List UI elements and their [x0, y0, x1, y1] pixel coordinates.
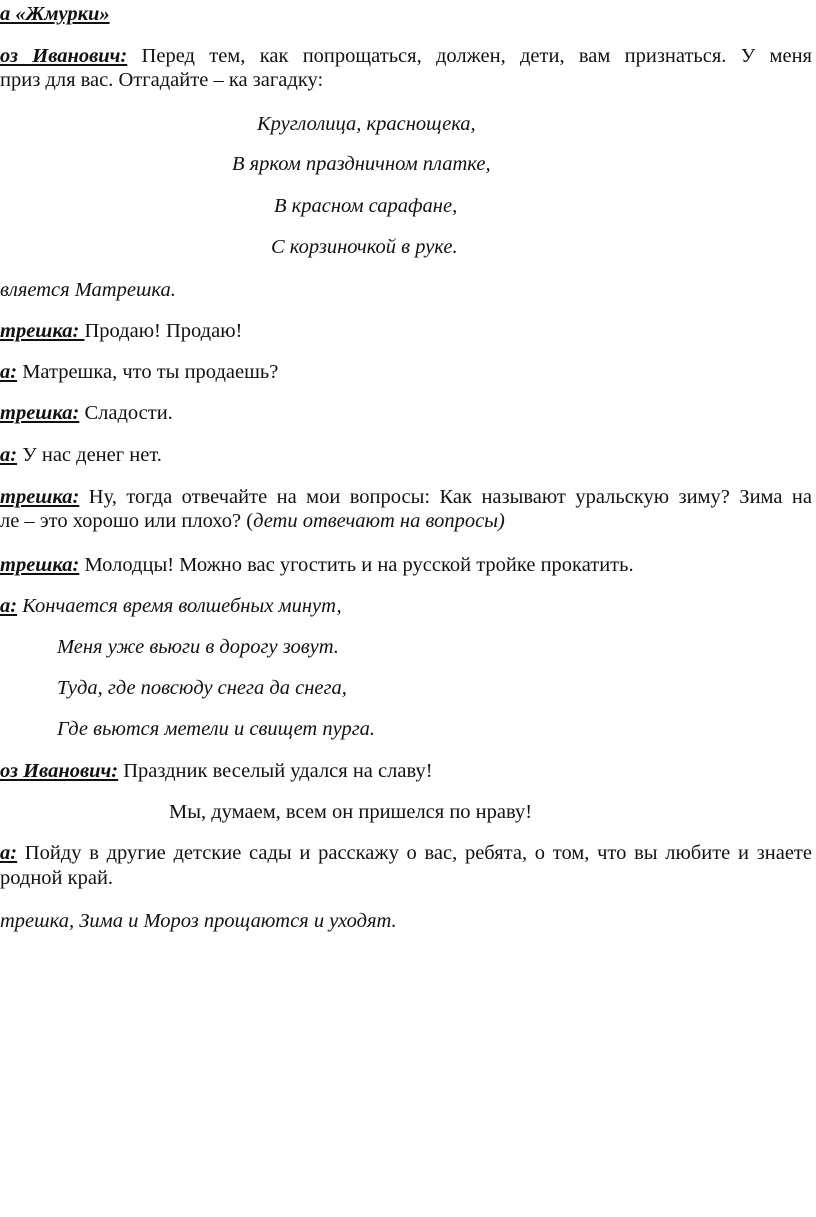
- paragraph: [0, 443, 162, 467]
- line-text: Сладости.: [79, 402, 173, 424]
- paragraph: [0, 553, 634, 577]
- paragraph: [0, 360, 278, 384]
- paragraph: [0, 509, 505, 533]
- line-text: Пойду в другие детские сады и расскажу о вас, ребята, о том, что вы любите и знаете: [17, 842, 812, 864]
- stage-note: дети отвечают на вопросы): [253, 510, 505, 532]
- speaker: трешка:: [0, 486, 80, 508]
- poem-line: Туда, где повсюду снега да снега,: [57, 677, 347, 699]
- line-text: Мы, думаем, всем он пришелся по нраву!: [169, 801, 533, 823]
- paragraph: [0, 401, 173, 425]
- paragraph: [0, 594, 342, 618]
- line-text: Ну, тогда отвечайте на мои вопросы: Как называют уральскую зиму? Зима на: [79, 486, 812, 508]
- paragraph: [0, 485, 812, 509]
- scene-title: а «Жмурки»: [0, 3, 110, 25]
- line-text: приз для вас. Отгадайте – ка загадку:: [0, 69, 324, 91]
- paragraph: [0, 319, 242, 343]
- line-text: У нас денег нет.: [17, 444, 162, 466]
- speaker: трешка:: [0, 554, 80, 576]
- paragraph: [0, 841, 812, 865]
- line-text: Кончается время волшебных минут,: [17, 595, 342, 617]
- stage-direction: вляется Матрешка.: [0, 279, 176, 301]
- paragraph-frost-1: [0, 44, 812, 68]
- speaker: оз Иванович:: [0, 760, 119, 782]
- poem-line: Где вьются метели и свищет пурга.: [57, 718, 376, 740]
- speaker: а:: [0, 595, 18, 617]
- line-text: Матрешка, что ты продаешь?: [17, 361, 279, 383]
- speaker: а:: [0, 444, 18, 466]
- poem-line: Меня уже вьюги в дорогу зовут.: [57, 636, 339, 658]
- riddle-line: С корзиночкой в руке.: [271, 236, 458, 258]
- speaker: оз Иванович:: [0, 45, 128, 67]
- line-text: родной край.: [0, 867, 114, 889]
- line-text: Перед тем, как попрощаться, должен, дети, вам признаться. У меня: [127, 45, 812, 67]
- paragraph: [0, 759, 433, 783]
- speaker: а:: [0, 842, 18, 864]
- riddle-line: В красном сарафане,: [274, 195, 458, 217]
- line-text: Молодцы! Можно вас угостить и на русской тройке прокатить.: [79, 554, 634, 576]
- speaker: трешка:: [0, 320, 85, 342]
- riddle-line: В ярком праздничном платке,: [232, 153, 491, 175]
- speaker: трешка:: [0, 402, 80, 424]
- riddle-line: Круглолица, краснощека,: [257, 113, 476, 135]
- speaker: а:: [0, 361, 18, 383]
- stage-direction: трешка, Зима и Мороз прощаются и уходят.: [0, 910, 397, 932]
- line-text: ле – это хорошо или плохо? (: [0, 510, 254, 532]
- line-text: Праздник веселый удался на славу!: [118, 760, 433, 782]
- line-text: Продаю! Продаю!: [84, 320, 243, 342]
